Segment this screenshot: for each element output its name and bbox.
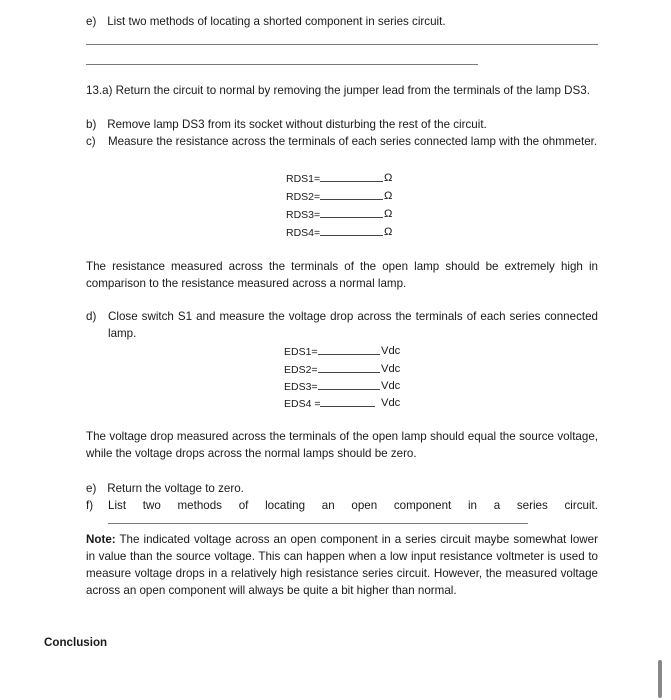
item-label: b) [86,118,97,131]
measure-label: RDS3= [286,209,321,221]
note-paragraph [86,531,598,599]
item-label: f) [86,499,94,512]
voltage-row-2 [284,361,380,379]
item-text: Close switch S1 and measure the voltage drop across the terminals of each series connected lamp. [108,310,598,340]
voltage-row-4 [284,395,375,413]
question-13e [86,480,244,497]
measure-label: RDS2= [286,191,321,203]
vdc-unit: Vdc [381,345,401,357]
item-text: Measure the resistance across the terminals of each series connected lamp with the ohmmeter. [108,135,598,148]
vdc-unit: Vdc [381,397,401,409]
vdc-unit: Vdc [381,363,401,375]
voltage-note: The voltage drop measured across the terminals of the open lamp should equal the source voltage, while the voltage drops across the normal lamps should be zero. [86,430,598,460]
ohm-unit: Ω [384,208,393,220]
resistance-row-1 [286,170,383,188]
measure-label: EDS2= [284,364,318,376]
question-e-shorted [86,13,446,30]
measure-label: RDS4= [286,227,321,239]
answer-blank[interactable] [320,170,383,182]
item-text: List two methods of locating a shorted component in series circuit. [107,15,446,28]
answer-blank[interactable] [318,378,380,390]
question-13b [86,116,487,133]
measure-label: EDS1= [284,346,318,358]
measure-label: EDS3= [284,381,318,393]
note-label: Note: [86,533,116,546]
answer-blank[interactable] [320,395,375,407]
answer-blank[interactable] [318,361,380,373]
item-label: d) [86,310,97,323]
answer-blank[interactable] [318,343,380,355]
ohm-unit: Ω [384,172,393,184]
answer-blank[interactable] [320,224,383,236]
ohm-unit: Ω [384,226,393,238]
item-text: Return the voltage to zero. [107,482,244,495]
measure-label: EDS4 = [284,398,321,410]
question-13a: 13.a) Return the circuit to normal by removing the jumper lead from the terminals of the lamp DS3. [86,84,590,97]
question-13f [86,497,598,514]
ohm-unit: Ω [384,190,393,202]
question-13c [86,133,598,150]
item-label: e) [86,482,97,495]
item-text: List two methods of locating an open component in a series circuit. [108,499,598,512]
item-label: e) [86,15,97,28]
resistance-row-4 [286,224,383,242]
answer-blank[interactable] [320,188,383,200]
answer-line-1[interactable] [86,44,598,45]
voltage-row-3 [284,378,380,396]
note-text: The indicated voltage across an open component in a series circuit maybe somewhat lower in value than the source voltage. This can happen when a low input resistance voltmeter is used to measure voltage drops in a relatively high resistance series circuit. However, the measured voltage across an open component will always be quite a bit higher than normal. [86,533,598,597]
answer-blank[interactable] [320,206,383,218]
answer-line-f[interactable] [108,523,528,524]
vdc-unit: Vdc [381,380,401,392]
resistance-row-3 [286,206,383,224]
voltage-row-1 [284,343,380,361]
measure-label: RDS1= [286,173,321,185]
resistance-row-2 [286,188,383,206]
conclusion-heading: Conclusion [44,636,108,649]
answer-line-2[interactable] [86,64,478,65]
scrollbar[interactable] [658,660,662,698]
item-text: Remove lamp DS3 from its socket without disturbing the rest of the circuit. [107,118,487,131]
question-13d [86,308,598,342]
resistance-note: The resistance measured across the terminals of the open lamp should be extremely high in comparison to the resistance measured across a normal lamp. [86,260,598,290]
item-label: c) [86,135,96,148]
